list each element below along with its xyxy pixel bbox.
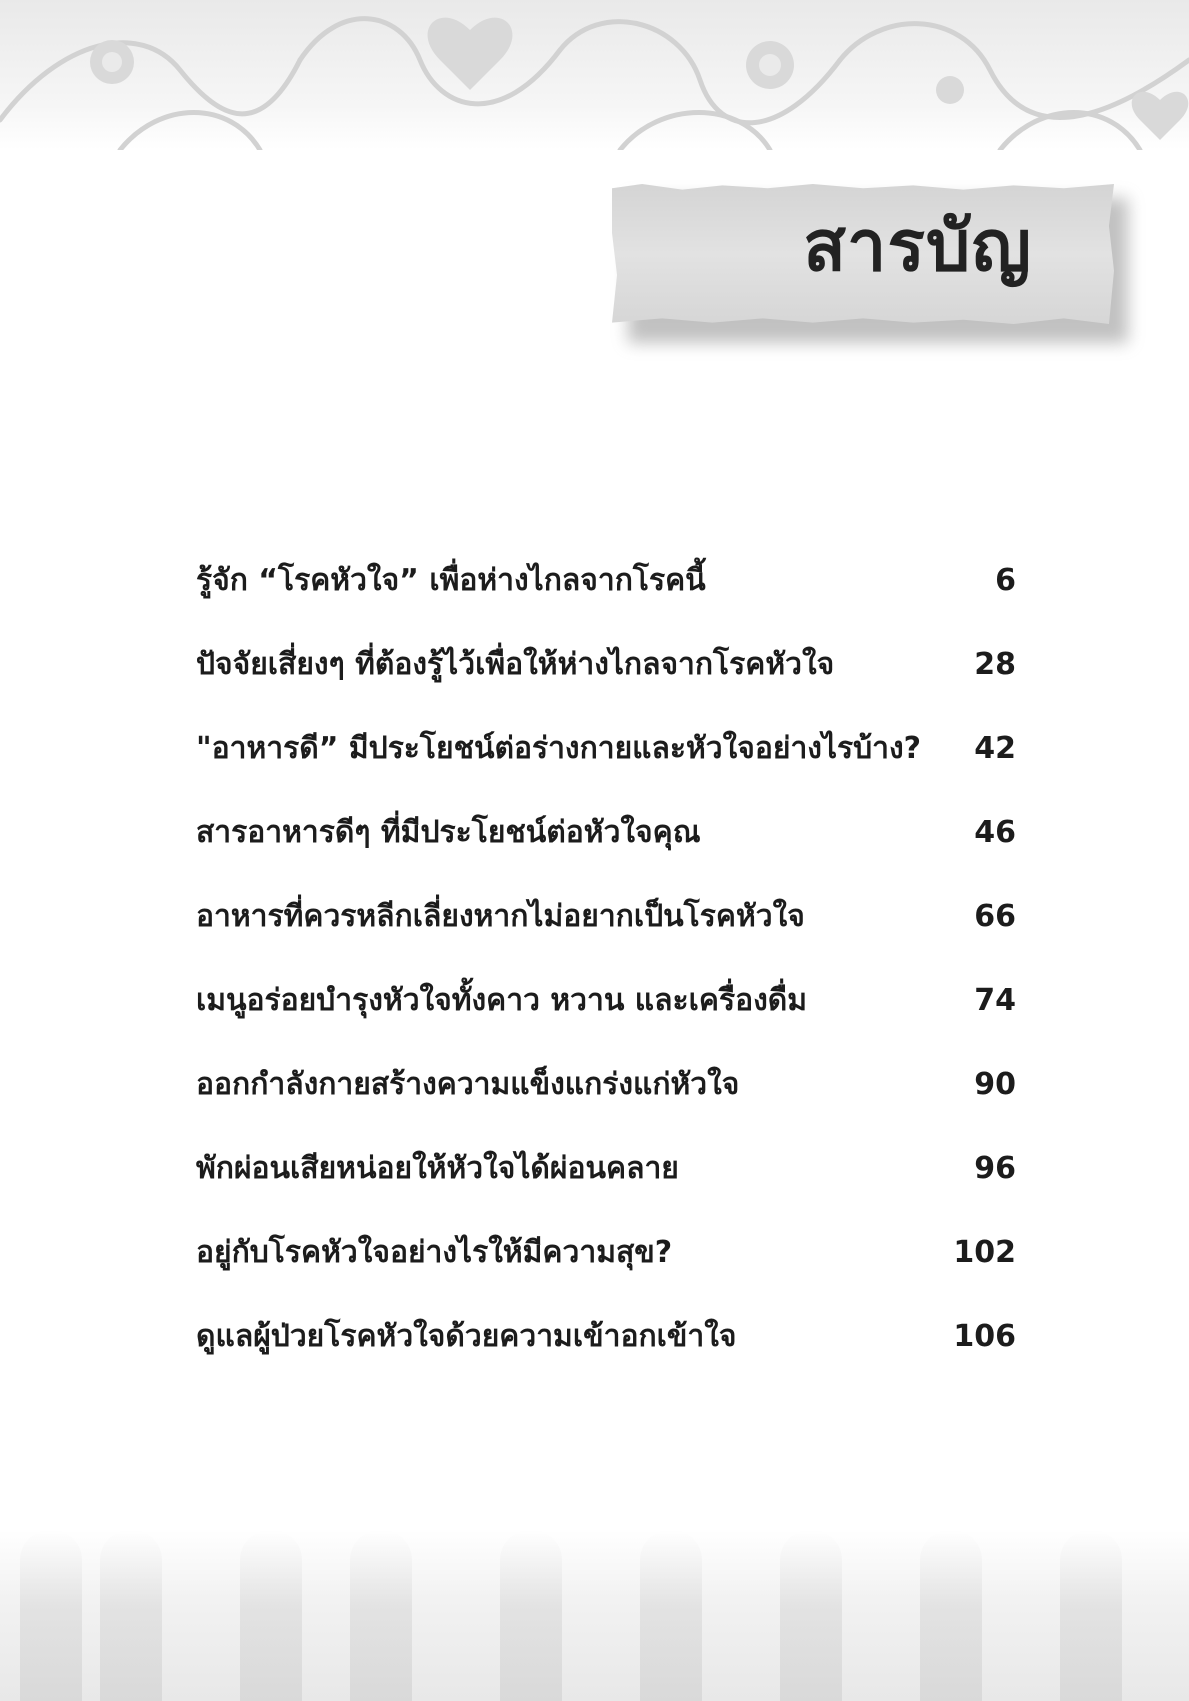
toc-entry-page-number: 28 bbox=[974, 646, 1016, 682]
toc-entry[interactable] bbox=[196, 622, 1016, 706]
toc-entry-page-number: 96 bbox=[974, 1150, 1016, 1186]
top-decoration-band bbox=[0, 0, 1189, 150]
toc-entry-title: อาหารที่ควรหลีกเลี่ยงหากไม่อยากเป็นโรคหัวใจ bbox=[196, 898, 805, 934]
bottom-stripe bbox=[780, 1530, 842, 1701]
toc-entry[interactable] bbox=[196, 538, 1016, 622]
bottom-stripe bbox=[640, 1530, 702, 1701]
toc-entry-page-number: 42 bbox=[974, 730, 1016, 766]
toc-entry[interactable] bbox=[196, 1210, 1016, 1294]
bottom-stripe bbox=[20, 1530, 82, 1701]
table-of-contents bbox=[196, 538, 1016, 1378]
toc-entry-title: ปัจจัยเสี่ยงๆ ที่ต้องรู้ไว้เพื่อให้ห่างไกลจากโรคหัวใจ bbox=[196, 646, 835, 682]
toc-entry-title: เมนูอร่อยบำรุงหัวใจทั้งคาว หวาน และเครื่องดื่ม bbox=[196, 982, 808, 1018]
page-title: สารบัญ bbox=[803, 205, 1032, 287]
bottom-stripe bbox=[350, 1530, 412, 1701]
toc-entry-page-number: 102 bbox=[953, 1234, 1016, 1270]
toc-entry-page-number: 74 bbox=[974, 982, 1016, 1018]
floral-ornament-icon bbox=[0, 0, 1189, 150]
bottom-stripe bbox=[500, 1530, 562, 1701]
toc-entry-title: รู้จัก “โรคหัวใจ” เพื่อห่างไกลจากโรคนี้ bbox=[196, 562, 706, 598]
bottom-decoration-band bbox=[0, 1530, 1189, 1701]
toc-entry-page-number: 90 bbox=[974, 1066, 1016, 1102]
toc-entry-page-number: 6 bbox=[995, 562, 1016, 598]
toc-entry[interactable] bbox=[196, 706, 1016, 790]
toc-entry-page-number: 66 bbox=[974, 898, 1016, 934]
toc-entry-title: พักผ่อนเสียหน่อยให้หัวใจได้ผ่อนคลาย bbox=[196, 1150, 679, 1186]
toc-entry-title: ออกกำลังกายสร้างความแข็งแกร่งแก่หัวใจ bbox=[196, 1066, 740, 1102]
toc-entry-page-number: 46 bbox=[974, 814, 1016, 850]
toc-entry-title: "อาหารดี” มีประโยชน์ต่อร่างกายและหัวใจอย่างไรบ้าง? bbox=[196, 730, 922, 766]
bottom-stripe bbox=[100, 1530, 162, 1701]
bottom-stripe bbox=[240, 1530, 302, 1701]
toc-entry-title: อยู่กับโรคหัวใจอย่างไรให้มีความสุข? bbox=[196, 1234, 673, 1270]
bottom-stripe bbox=[1060, 1530, 1122, 1701]
toc-entry[interactable] bbox=[196, 874, 1016, 958]
toc-entry[interactable] bbox=[196, 958, 1016, 1042]
toc-entry-title: สารอาหารดีๆ ที่มีประโยชน์ต่อหัวใจคุณ bbox=[196, 814, 701, 850]
toc-entry[interactable] bbox=[196, 1294, 1016, 1378]
toc-entry[interactable] bbox=[196, 1126, 1016, 1210]
toc-entry-page-number: 106 bbox=[953, 1318, 1016, 1354]
toc-entry[interactable] bbox=[196, 1042, 1016, 1126]
bottom-stripe bbox=[920, 1530, 982, 1701]
toc-entry[interactable] bbox=[196, 790, 1016, 874]
toc-entry-title: ดูแลผู้ป่วยโรคหัวใจด้วยความเข้าอกเข้าใจ bbox=[196, 1318, 737, 1354]
